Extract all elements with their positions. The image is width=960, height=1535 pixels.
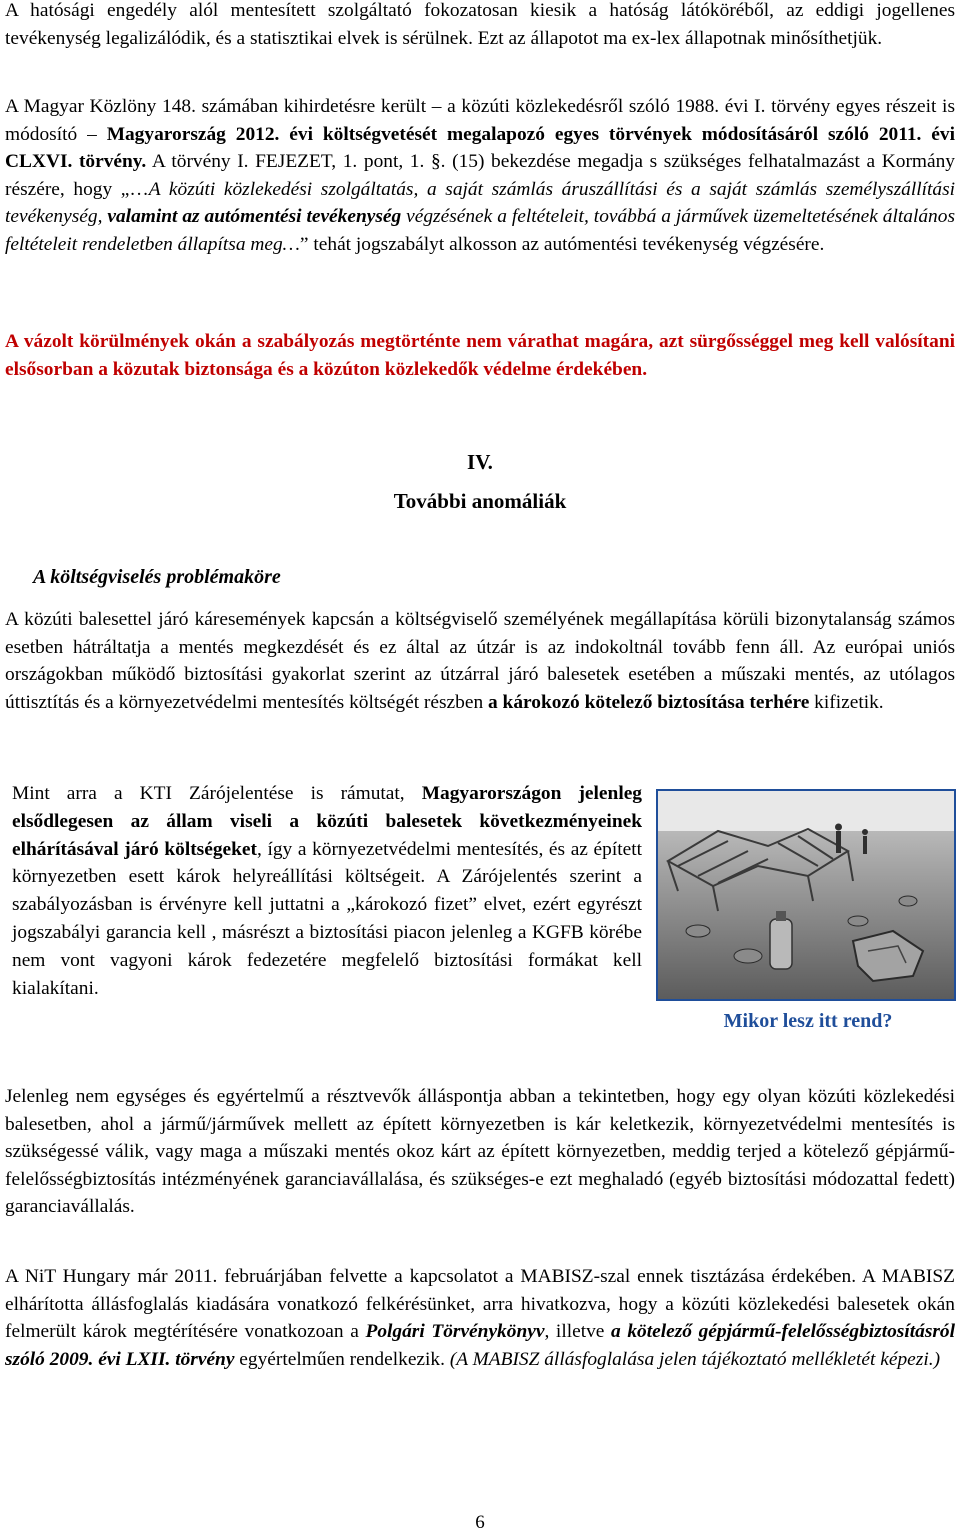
page-number: 6 xyxy=(475,1512,485,1533)
paragraph-cost-uncertainty: A közúti balesettel járó káresemények kapcsán a költségviselő személyének megállapítása körüli bizonytalanság számos esetben hátráltatja a mentés megkezdését és ez által az útzár is az indokoltnál tovább fenn áll. Az európai uniós országokban működő biztosítási gyakorlat szerint az útzárral járó balesetek esetében a műszaki mentés, az utólagos úttisztítás és a környezetvédelmi mentesítés költségét részben a károkozó kötelező biztosítása terhére kifizetik. xyxy=(5,609,955,713)
section-subtitle: A költségviselés problémaköre xyxy=(33,566,281,588)
paragraph-exlex: A hatósági engedély alól mentesített szolgáltató fokozatosan kiesik a hatóság látóköréből, az eddigi jogellenes tevékenység legalizálódik, és a statisztikai elvek is sérülnek. Ezt az állapotot ma ex-lex állapotnak minősíthetjük. xyxy=(5,0,955,49)
section-title: További anomáliák xyxy=(393,489,567,513)
paragraph-participants-position: Jelenleg nem egységes és egyértelmű a résztvevők álláspontja abban a tekintetben, hogy egy olyan közúti közlekedési balesetben, ahol a jármű/járművek mellett az épített környezetben is kár keletkezik, környezetvédelmi mentesítés is szükségessé válik, vagy maga a műszaki mentés okoz kárt az épített környezetben, meddig terjed a kötelező gépjármű-felelősségbiztosítás intézményének garanciavállalása, és szükséges-e ezt meghaladó (egyéb biztosítási módozattal fedett) garanciavállalás. xyxy=(5,1086,955,1218)
section-number: IV. xyxy=(467,450,493,474)
paragraph-magyar-kozlony: A Magyar Közlöny 148. számában kihirdetésre került – a közúti közlekedésről szóló 1988. évi I. törvény egyes részeit is módosító – Magyarország 2012. évi költségvetését megalapozó egyes törvények módosításáról szóló 2011. évi CLXVI. törvény. A törvény I. FEJEZET, 1. pont, 1. §. (15) bekezdése megadja s szükséges felhatalmazást a Kormány részére, hogy „…A közúti közlekedési szolgáltatás, a saját számlás áruszállítási és a saját számlás személyszállítási tevékenység, valamint az autómentési tevékenység végzésének a feltételeit, továbbá a járművek üzemeltetésének általános feltételeit rendeletben állapítsa meg…” tehát jogszabályt alkosson az autómentési tevékenység végzésére. xyxy=(5,96,955,255)
paragraph-nit-mabisz: A NiT Hungary már 2011. februárjában felvette a kapcsolatot a MABISZ-szal ennek tisztázása érdekében. A MABISZ elhárította állásfoglalás kiadására vonatkozó felkérésünket, arra hivatkozva, hogy a közúti közlekedési balesetek okán felmerült károk megtérítésére vonatkozoan a Polgári Törvénykönyv, illetve a kötelező gépjármű-felelősségbiztosításról szóló 2009. évi LXII. törvény egyértelműen rendelkezik. (A MABISZ állásfoglalása jelen tájékoztató mellékletét képezi.) xyxy=(5,1266,955,1370)
accident-photo xyxy=(656,789,956,1001)
accident-scene-illustration xyxy=(658,791,954,999)
paragraph-kti-report: Mint arra a KTI Zárójelentése is rámutat, Magyarországon jelenleg elsődlegesen az állam viseli a közúti balesetek következményeinek elhárításával járó költségeket, így a környezetvédelmi mentesítés, és az épített környezetben esett károk helyreállítási költségeit. A Zárójelentés szerint a szabályozásban is érvényre kell juttatni a „károkozó fizet” elvet, ezért egyrészt jogszabályi garancia kell , másrészt a biztosítási piacon jelenleg a KGFB körébe nem vont vagyoni károk fedezetére megfelelő biztosítási formákat kell kialakítani. xyxy=(12,783,643,999)
paragraph-urgent-regulation: A vázolt körülmények okán a szabályozás megtörténte nem várathat magára, azt sürgősséggel meg kell valósítani elsősorban a közutak biztonsága és a közúton közlekedők védelme érdekében. xyxy=(5,331,955,380)
photo-caption: Mikor lesz itt rend? xyxy=(723,1010,893,1032)
